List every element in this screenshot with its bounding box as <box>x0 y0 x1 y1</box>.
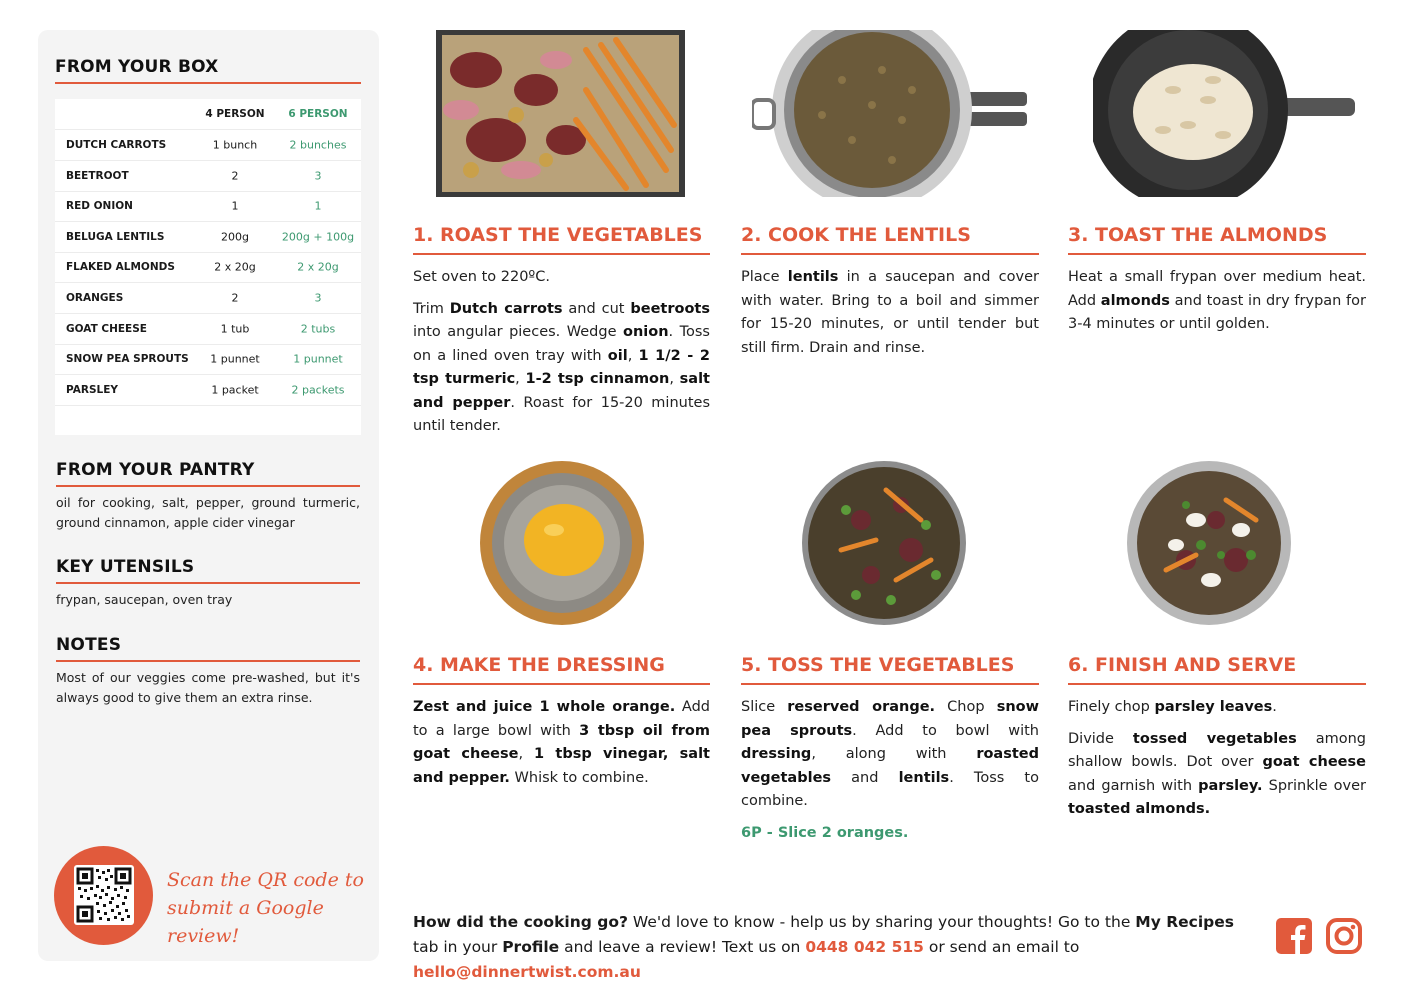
step-2-body <box>741 266 1039 368</box>
step-2-rule <box>741 253 1039 255</box>
finished-dish-image <box>1126 460 1293 627</box>
utensils-title-rule <box>56 582 360 584</box>
feedback-footer: How did the cooking go? We'd love to know - help us by sharing your thoughts! Go to the My Recipes tab in your Profile and leave a review! Text us on 0448 042 515 or send an email to hello@dinnertwist.com.au <box>413 913 1234 981</box>
step-4-title: 4. MAKE THE DRESSING <box>413 654 665 676</box>
step-5-para-1: Slice reserved orange. Chop snow pea sprouts. Add to bowl with dressing, along with roasted vegetables and lentils. Toss to combine. <box>741 699 1040 809</box>
phone-link[interactable]: 0448 042 515 <box>805 938 924 956</box>
table-row <box>55 375 361 406</box>
ingredient-qty-4p: 2 <box>231 169 239 183</box>
step-6-body <box>1068 696 1366 830</box>
ingredient-name: GOAT CHEESE <box>66 323 147 335</box>
ingredient-qty-6p: 3 <box>314 169 322 183</box>
ingredient-name: FLAKED ALMONDS <box>66 261 175 273</box>
step-3-para-1: Heat a small frypan over medium heat. Add almonds and toast in dry frypan for 3-4 minutes or until golden. <box>1068 269 1366 332</box>
step-1-para-2: Trim Dutch carrots and cut beetroots into angular pieces. Wedge onion. Toss on a lined oven tray with oil, 1 1/2 - 2 tsp turmeric, 1-2 tsp cinnamon, salt and pepper. Roast for 15-20 minutes until tender. <box>413 300 711 434</box>
ingredient-name: DUTCH CARROTS <box>66 139 167 151</box>
ingredient-name: BELUGA LENTILS <box>66 231 165 243</box>
header-6-person: 6 PERSON <box>288 108 348 120</box>
ingredient-qty-6p: 2 bunches <box>289 138 347 152</box>
dressing-bowl-image <box>479 460 646 627</box>
ingredient-qty-4p: 1 bunch <box>212 138 258 152</box>
ingredient-name: ORANGES <box>66 292 124 304</box>
toast-almonds-image <box>1093 30 1355 197</box>
ingredient-qty-4p: 2 <box>231 291 239 305</box>
step-5-title: 5. TOSS THE VEGETABLES <box>741 654 1015 676</box>
step-1-body <box>413 266 710 447</box>
table-row <box>55 314 361 345</box>
table-row <box>55 161 361 192</box>
step-6-para-2: Divide tossed vegetables among shallow bowls. Dot over goat cheese and garnish with parsley. Sprinkle over toasted almonds. <box>1068 730 1367 817</box>
pantry-title-rule <box>56 485 360 487</box>
table-row <box>55 130 361 161</box>
step-5-6p-note: 6P - Slice 2 oranges. <box>741 824 909 841</box>
table-row <box>55 191 361 222</box>
step-5-body <box>741 696 1039 853</box>
notes-title: NOTES <box>56 635 122 655</box>
table-row <box>55 344 361 375</box>
ingredient-qty-6p: 2 packets <box>291 383 345 397</box>
ingredient-qty-4p: 1 tub <box>220 322 250 336</box>
pantry-title: FROM YOUR PANTRY <box>56 460 255 480</box>
roast-vegetables-image <box>436 30 685 197</box>
step-3-title: 3. TOAST THE ALMONDS <box>1068 224 1328 246</box>
step-3-body <box>1068 266 1366 345</box>
tossed-vegetables-image <box>801 460 968 627</box>
step-1-title: 1. ROAST THE VEGETABLES <box>413 224 703 246</box>
ingredient-name: BEETROOT <box>66 170 129 182</box>
step-4-para-1: Zest and juice 1 whole orange. Add to a large bowl with 3 tbsp oil from goat cheese, 1 tbsp vinegar, salt and pepper. Whisk to combine. <box>413 699 710 786</box>
notes-title-rule <box>56 660 360 662</box>
pantry-text: oil for cooking, salt, pepper, ground turmeric, ground cinnamon, apple cider vinegar <box>56 495 360 530</box>
step-5-rule <box>741 683 1039 685</box>
notes-text: Most of our veggies come pre-washed, but it's always good to give them an extra rinse. <box>56 670 360 705</box>
ingredient-qty-4p: 1 <box>231 199 239 213</box>
cook-lentils-image <box>752 30 1032 197</box>
facebook-icon[interactable] <box>1276 918 1312 954</box>
step-2-para-1: Place lentils in a saucepan and cover with water. Bring to a boil and simmer for 15-20 minutes, or until tender but still firm. Drain and rinse. <box>741 269 1039 356</box>
table-row <box>55 252 361 283</box>
qr-text-line-2: submit a Google review! <box>167 897 324 947</box>
qr-code-badge[interactable] <box>54 846 153 945</box>
ingredient-name: RED ONION <box>66 200 133 212</box>
table-row <box>55 283 361 314</box>
ingredient-qty-4p: 200g <box>221 230 249 244</box>
ingredient-qty-4p: 2 x 20g <box>214 260 256 274</box>
step-4-rule <box>413 683 710 685</box>
ingredient-qty-6p: 2 x 20g <box>297 260 339 274</box>
ingredient-qty-6p: 2 tubs <box>300 322 336 336</box>
ingredient-qty-6p: 1 punnet <box>293 352 343 366</box>
instagram-icon[interactable] <box>1326 918 1362 954</box>
table-row <box>55 222 361 253</box>
qr-call-to-action <box>167 866 367 950</box>
qr-code-icon <box>74 865 134 925</box>
ingredients-header-row <box>55 99 361 130</box>
ingredient-qty-4p: 1 punnet <box>210 352 260 366</box>
step-3-rule <box>1068 253 1366 255</box>
ingredient-qty-6p: 200g + 100g <box>281 230 355 244</box>
email-link[interactable]: hello@dinnertwist.com.au <box>413 963 641 981</box>
step-6-para-1: Finely chop parsley leaves. <box>1068 699 1277 715</box>
box-title-rule <box>55 82 361 84</box>
ingredient-qty-6p: 1 <box>314 199 322 213</box>
ingredient-name: PARSLEY <box>66 384 118 396</box>
utensils-text: frypan, saucepan, oven tray <box>56 592 233 607</box>
step-2-title: 2. COOK THE LENTILS <box>741 224 971 246</box>
step-1-para-1: Set oven to 220ºC. <box>413 269 550 285</box>
ingredient-qty-6p: 3 <box>314 291 322 305</box>
step-4-body <box>413 696 710 798</box>
box-title: FROM YOUR BOX <box>55 57 219 77</box>
qr-text-line-1: Scan the QR code to <box>167 869 364 891</box>
step-6-rule <box>1068 683 1366 685</box>
step-1-rule <box>413 253 710 255</box>
ingredient-qty-4p: 1 packet <box>211 383 259 397</box>
step-6-title: 6. FINISH AND SERVE <box>1068 654 1297 676</box>
ingredient-name: SNOW PEA SPROUTS <box>66 353 189 365</box>
ingredients-table <box>55 99 361 435</box>
header-4-person: 4 PERSON <box>205 108 265 120</box>
utensils-title: KEY UTENSILS <box>56 557 195 577</box>
